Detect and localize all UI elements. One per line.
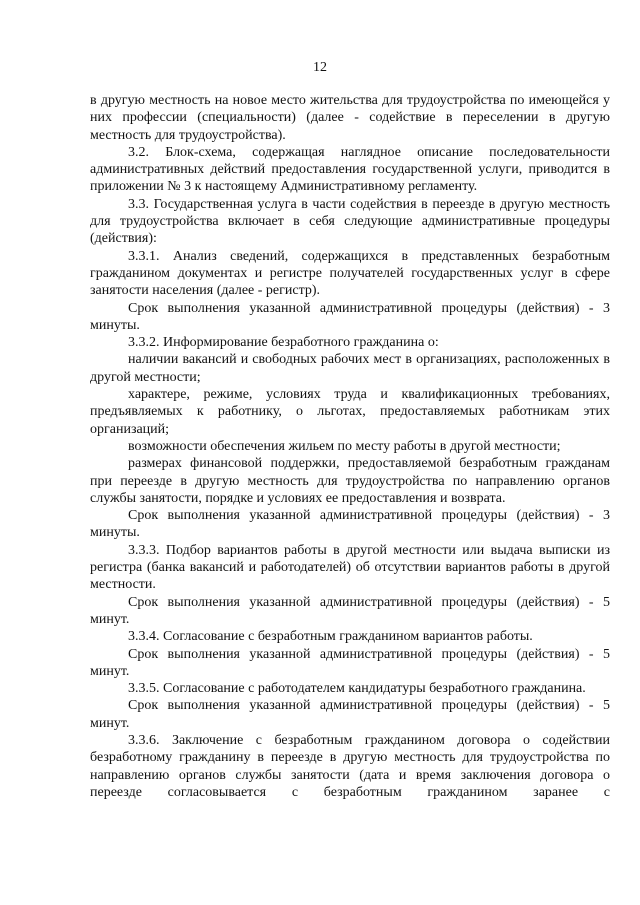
page-number: 12 [313,60,327,75]
paragraph-deadline-3-3-3: Срок выполнения указанной административной процедуры (действия) - 5 минут. [90,594,610,627]
paragraph-deadline-3-3-1: Срок выполнения указанной административной процедуры (действия) - 3 минуты. [90,300,610,333]
paragraph-3-3-6-contract: 3.3.6. Заключение с безработным гражданином договора о содействии безработному гражданину в переезде в другую местность для трудоустройства по направлению органов службы занятости (дата и время заключения договора о переезде согласовывается с безработным гражданином заранее с [90,732,610,800]
paragraph-3-3-1-analysis: 3.3.1. Анализ сведений, содержащихся в представленных безработным гражданином документах и регистре получателей государственных услуг в сфере занятости населения (далее - регистр). [90,248,610,299]
paragraph-work-conditions: характере, режиме, условиях труда и квалификационных требованиях, предъявляемых к работнику, о льготах, предоставляемых работникам этих организаций; [90,387,610,437]
paragraph-deadline-3-3-5: Срок выполнения указанной административной процедуры (действия) - 5 минут. [90,698,610,731]
document-body [90,92,610,801]
paragraph-3-2-flowchart: 3.2. Блок-схема, содержащая наглядное описание последовательности административных действий предоставления государственной услуги, приводится в приложении № 3 к настоящему Административному регламенту. [90,144,610,195]
paragraph-financial-support: размерах финансовой поддержки, предоставляемой безработным гражданам при переезде в другую местность для трудоустройства по направлению органов службы занятости, порядке и условиях ее предоставления и возврата. [90,456,610,506]
paragraph-3-3-procedures: 3.3. Государственная услуга в части содействия в переезде в другую местность для трудоустройства включает в себя следующие административные процедуры (действия): [90,196,610,247]
paragraph-relocation-continued: в другую местность на новое место жительства для трудоустройства по имеющейся у них профессии (специальности) (далее - содействие в переселении в другую местность для трудоустройства). [90,93,610,143]
paragraph-3-3-4-agreement: 3.3.4. Согласование с безработным гражданином вариантов работы. [128,629,533,645]
paragraph-vacancies: наличии вакансий и свободных рабочих мест в организациях, расположенных в другой местности; [90,352,610,385]
paragraph-3-3-5-employer: 3.3.5. Согласование с работодателем кандидатуры безработного гражданина. [128,681,586,697]
paragraph-3-3-2-informing: 3.3.2. Информирование безработного гражданина о: [128,335,439,351]
paragraph-deadline-3-3-4: Срок выполнения указанной административной процедуры (действия) - 5 минут. [90,646,610,679]
paragraph-3-3-3-selection: 3.3.3. Подбор вариантов работы в другой местности или выдача выписки из регистра (банка вакансий и работодателей) об отсутствии вариантов работы в другой местности. [90,542,610,593]
paragraph-housing: возможности обеспечения жильем по месту работы в другой местности; [128,438,561,454]
paragraph-deadline-3-3-2: Срок выполнения указанной административной процедуры (действия) - 3 минуты. [90,508,610,541]
